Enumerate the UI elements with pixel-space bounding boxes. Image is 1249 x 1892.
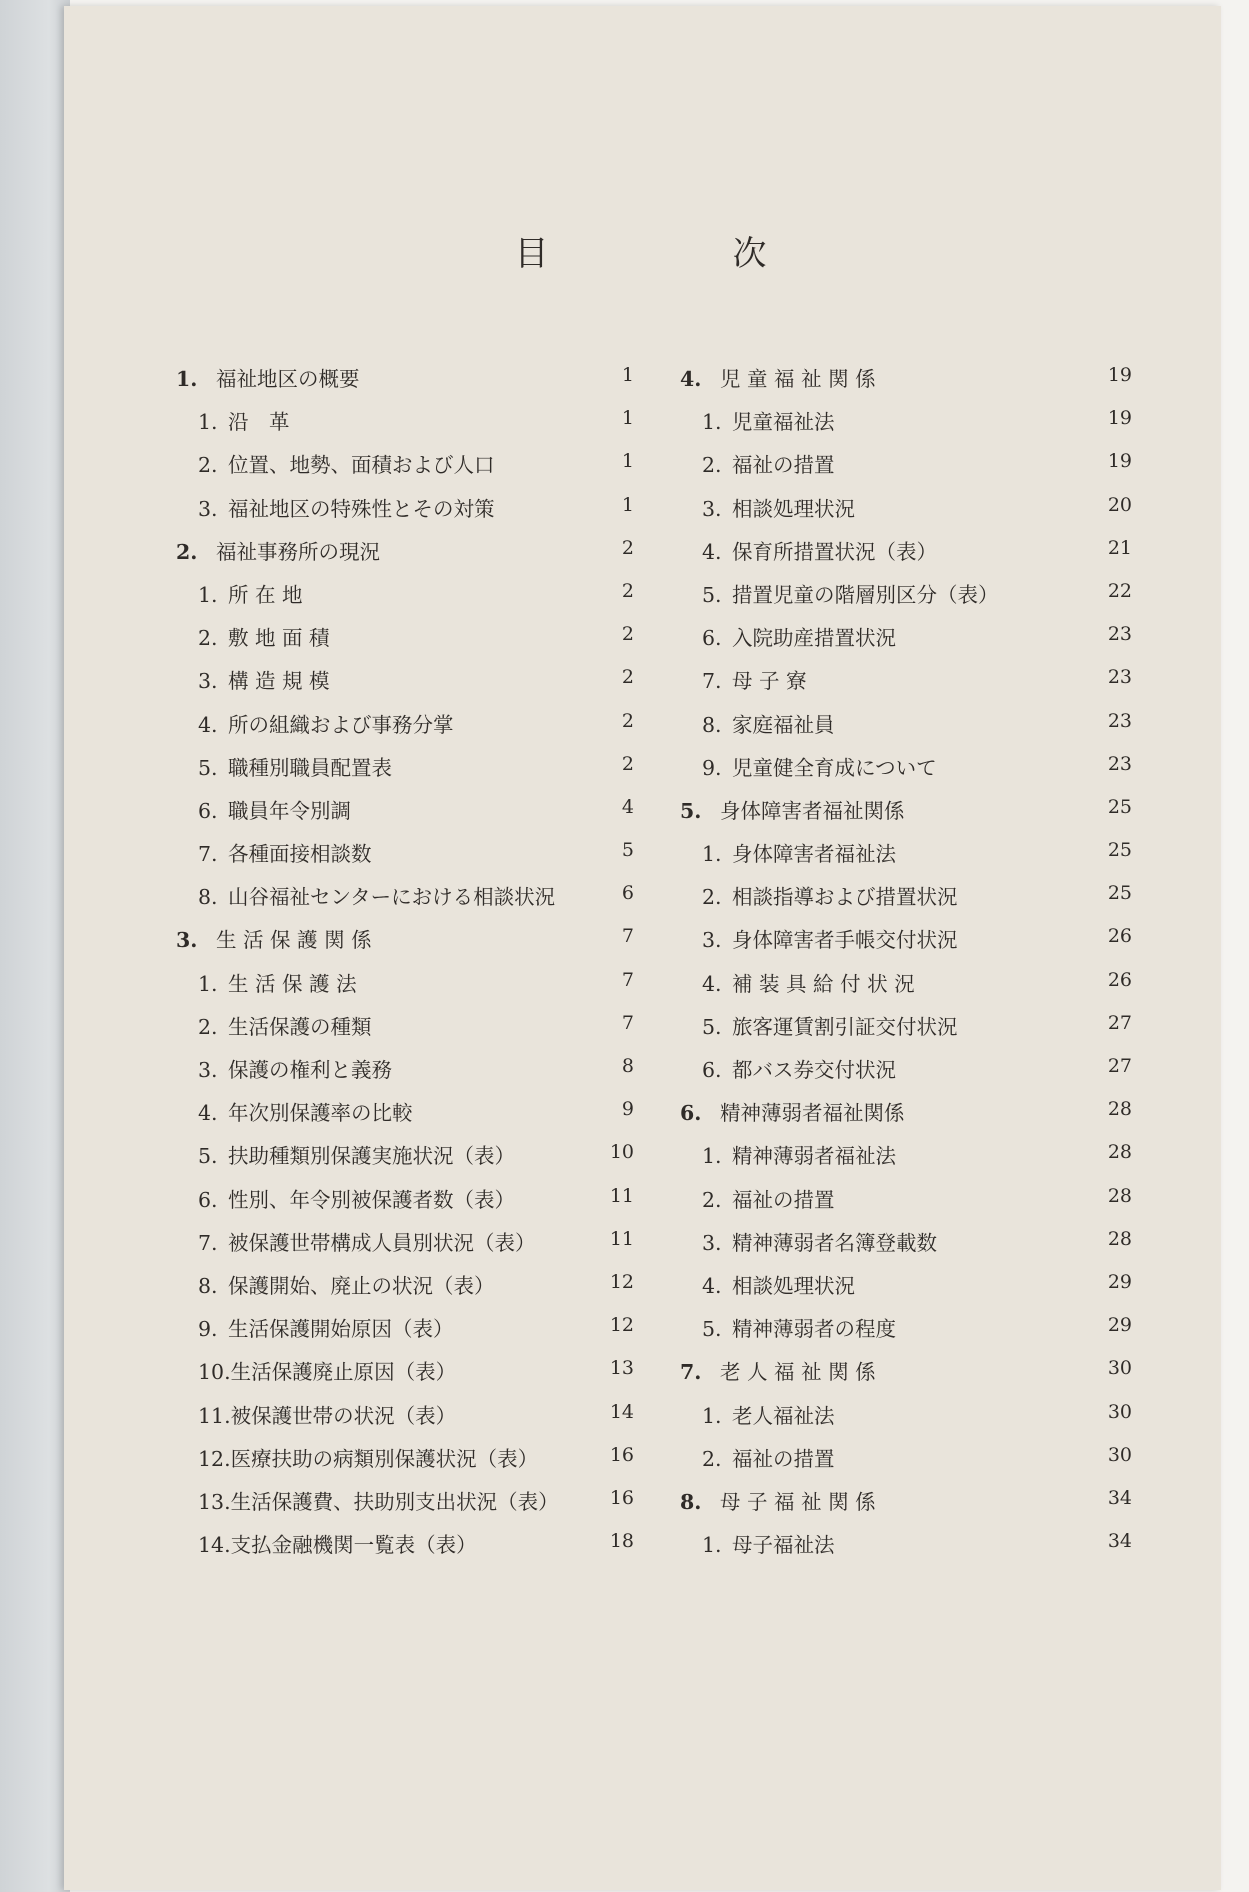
toc-entry (680, 1179, 1132, 1222)
entry-number: 5. (198, 755, 218, 780)
entry-number: 13. (198, 1489, 231, 1514)
page-number: 30 (1107, 1357, 1132, 1380)
entry-number: 1. (702, 1533, 722, 1558)
toc-entry (680, 488, 1132, 531)
page-number: 23 (1107, 666, 1132, 689)
toc-entry (680, 1222, 1132, 1265)
toc-entry (680, 401, 1132, 444)
entry-number: 3. (702, 928, 722, 953)
entry-label: 精神薄弱者の程度 (732, 1317, 896, 1342)
page-number: 9 (621, 1098, 634, 1121)
toc-column-right (680, 358, 1132, 1567)
page-number: 27 (1107, 1011, 1132, 1034)
entry-number: 8. (680, 1489, 702, 1514)
entry-number: 6. (198, 798, 218, 823)
page-number: 2 (621, 536, 634, 559)
toc-entry (680, 1135, 1132, 1178)
entry-number: 9. (198, 1317, 218, 1342)
entry-label: 福祉事務所の現況 (216, 539, 380, 564)
page-number: 28 (1107, 1227, 1132, 1250)
entry-label: 児童健全育成について (732, 755, 937, 780)
entry-number: 2. (702, 885, 722, 910)
entry-label: 職種別職員配置表 (228, 755, 392, 780)
page-number: 1 (621, 364, 634, 386)
toc-page (64, 6, 1221, 1890)
page-number: 26 (1107, 968, 1132, 991)
page-number: 16 (609, 1486, 634, 1509)
entry-number: 6. (680, 1101, 702, 1126)
page-number: 2 (621, 709, 634, 732)
entry-number: 7. (198, 842, 218, 867)
entry-number: 6. (702, 1058, 722, 1082)
toc-entry (176, 660, 634, 703)
page-number: 23 (1107, 752, 1132, 775)
title-char-2: 次 (732, 234, 771, 274)
entry-number: 5. (680, 798, 702, 823)
page-number: 27 (1107, 1055, 1132, 1077)
entry-number: 2. (198, 626, 218, 651)
entry-number: 5. (198, 1144, 218, 1169)
page-number: 4 (621, 795, 634, 818)
entry-number: 4. (198, 712, 218, 737)
toc-section-heading (176, 919, 634, 962)
page-number: 1 (621, 493, 634, 516)
entry-label: 被保護世帯の状況（表） (230, 1403, 457, 1428)
page-number: 14 (609, 1400, 634, 1423)
page-number: 7 (621, 968, 634, 991)
page-number: 6 (621, 882, 634, 905)
entry-label: 児童福祉法 (732, 410, 835, 435)
toc-entry (176, 1524, 634, 1567)
toc-entry (176, 1481, 634, 1524)
entry-number: 8. (198, 1273, 218, 1298)
entry-label: 保護開始、廃止の状況（表） (228, 1273, 495, 1298)
entry-number: 2. (702, 1187, 722, 1212)
page-number: 8 (621, 1055, 634, 1077)
toc-entry (680, 1524, 1132, 1567)
page-number: 23 (1107, 623, 1132, 646)
page-number: 7 (621, 925, 634, 948)
page-number: 5 (621, 839, 634, 862)
page-number: 19 (1107, 364, 1132, 386)
entry-label: 精神薄弱者福祉関係 (720, 1101, 905, 1126)
toc-entry (176, 747, 634, 790)
entry-label: 母 子 福 祉 関 係 (720, 1489, 876, 1514)
toc-entry (680, 574, 1132, 617)
adjacent-page-edge (0, 0, 70, 1892)
entry-label: 補 装 具 給 付 状 況 (732, 971, 915, 996)
entry-number: 6. (198, 1187, 218, 1212)
entry-label: 保護の権利と義務 (228, 1058, 392, 1082)
entry-label: 生 活 保 護 関 係 (216, 928, 372, 953)
toc-entry (176, 617, 634, 660)
entry-label: 福祉の措置 (732, 1187, 835, 1212)
entry-number: 2. (702, 453, 722, 478)
toc-entry (176, 1265, 634, 1308)
toc-entry (176, 1395, 634, 1438)
page-number: 29 (1107, 1270, 1132, 1293)
toc-entry (176, 963, 634, 1006)
entry-label: 保育所措置状況（表） (732, 539, 937, 564)
entry-number: 12. (198, 1446, 231, 1471)
entry-label: 生活保護開始原因（表） (228, 1317, 454, 1342)
entry-number: 3. (198, 669, 218, 694)
entry-number: 1. (702, 410, 722, 435)
page-number: 13 (609, 1357, 634, 1380)
toc-section-heading (176, 358, 634, 401)
toc-entry (176, 574, 634, 617)
entry-number: 8. (702, 712, 722, 737)
entry-label: 旅客運賃割引証交付状況 (732, 1014, 958, 1039)
toc-entry (680, 1049, 1132, 1092)
page-number: 16 (609, 1443, 634, 1466)
toc-section-heading (680, 1481, 1132, 1524)
page-number: 30 (1107, 1443, 1132, 1466)
toc-entry (176, 1092, 634, 1135)
entry-label: 相談処理状況 (732, 1273, 855, 1298)
page-title (64, 226, 1221, 275)
entry-label: 老 人 福 祉 関 係 (720, 1360, 876, 1385)
page-number: 11 (609, 1184, 634, 1207)
entry-label: 位置、地勢、面積および人口 (228, 453, 495, 478)
entry-number: 9. (702, 755, 722, 780)
entry-number: 6. (702, 626, 722, 651)
entry-number: 1. (198, 582, 218, 607)
entry-number: 5. (702, 582, 722, 607)
page-number: 28 (1107, 1141, 1132, 1164)
entry-number: 14. (198, 1533, 231, 1558)
entry-label: 敷 地 面 積 (228, 626, 330, 651)
page-number: 30 (1107, 1400, 1132, 1423)
toc-entry (680, 876, 1132, 919)
page-number: 2 (621, 579, 634, 602)
entry-label: 医療扶助の病類別保護状況（表） (230, 1446, 539, 1471)
entry-label: 身体障害者福祉関係 (720, 798, 905, 823)
page-number: 12 (609, 1270, 634, 1293)
entry-number: 3. (198, 496, 218, 521)
entry-number: 8. (198, 885, 218, 910)
page-number: 2 (621, 666, 634, 689)
entry-label: 各種面接相談数 (228, 842, 372, 867)
page-number: 25 (1107, 795, 1132, 818)
page-number: 12 (609, 1314, 634, 1337)
entry-number: 7. (702, 669, 722, 694)
entry-label: 生活保護廃止原因（表） (230, 1360, 457, 1385)
entry-label: 精神薄弱者福祉法 (732, 1144, 896, 1169)
entry-label: 相談指導および措置状況 (732, 885, 958, 910)
entry-label: 精神薄弱者名簿登載数 (732, 1230, 937, 1255)
page-number: 21 (1107, 536, 1132, 559)
toc-entry (176, 1351, 634, 1394)
toc-entry (176, 704, 634, 747)
entry-number: 2. (176, 539, 198, 564)
toc-entry (176, 488, 634, 531)
entry-label: 措置児童の階層別区分（表） (732, 582, 999, 607)
page-number: 34 (1107, 1486, 1132, 1509)
page-number: 19 (1107, 450, 1132, 473)
entry-number: 2. (702, 1446, 722, 1471)
toc-entry (680, 1438, 1132, 1481)
page-number: 22 (1107, 579, 1132, 602)
entry-label: 所 在 地 (228, 582, 303, 607)
page-number: 28 (1107, 1098, 1132, 1121)
toc-entry (176, 1049, 634, 1092)
entry-number: 1. (702, 842, 722, 867)
toc-entry (176, 1438, 634, 1481)
entry-number: 5. (702, 1317, 722, 1342)
toc-entry (680, 1265, 1132, 1308)
toc-entry (680, 833, 1132, 876)
entry-label: 扶助種類別保護実施状況（表） (228, 1144, 515, 1169)
entry-number: 1. (176, 367, 198, 391)
entry-number: 7. (680, 1360, 702, 1385)
page-number: 23 (1107, 709, 1132, 732)
page-number: 18 (609, 1530, 634, 1553)
page-number: 10 (609, 1141, 634, 1164)
entry-label: 福祉の措置 (732, 453, 835, 478)
entry-number: 11. (198, 1403, 231, 1428)
entry-number: 1. (198, 410, 218, 435)
page-number: 20 (1107, 493, 1132, 516)
entry-label: 福祉地区の概要 (216, 367, 360, 391)
entry-label: 都バス券交付状況 (732, 1058, 896, 1082)
entry-label: 生活保護費、扶助別支出状況（表） (230, 1489, 559, 1514)
page-number: 2 (621, 752, 634, 775)
toc-entry (176, 401, 634, 444)
page-number: 11 (609, 1227, 634, 1250)
entry-label: 職員年令別調 (228, 798, 351, 823)
toc-section-heading (680, 1351, 1132, 1394)
page-number: 26 (1107, 925, 1132, 948)
toc-column-left (176, 358, 634, 1567)
entry-label: 母子福祉法 (732, 1533, 835, 1558)
entry-label: 山谷福祉センターにおける相談状況 (228, 885, 556, 910)
entry-label: 老人福祉法 (732, 1403, 835, 1428)
toc-entry (176, 876, 634, 919)
page-number: 28 (1107, 1184, 1132, 1207)
entry-label: 沿 革 (228, 410, 290, 435)
entry-label: 生活保護の種類 (228, 1014, 372, 1039)
page-number: 1 (621, 450, 634, 473)
entry-label: 福祉の措置 (732, 1446, 835, 1471)
page-number: 19 (1107, 407, 1132, 430)
entry-label: 入院助産措置状況 (732, 626, 896, 651)
entry-number: 3. (176, 928, 198, 953)
toc-entry (176, 790, 634, 833)
toc-section-heading (680, 790, 1132, 833)
entry-label: 年次別保護率の比較 (228, 1101, 413, 1126)
toc-entry (680, 1395, 1132, 1438)
entry-label: 所の組織および事務分掌 (228, 712, 454, 737)
entry-label: 構 造 規 模 (228, 669, 330, 694)
toc-entry (680, 704, 1132, 747)
entry-label: 被保護世帯構成人員別状況（表） (228, 1230, 536, 1255)
entry-number: 3. (198, 1058, 218, 1082)
entry-number: 4. (702, 539, 722, 564)
toc-entry (680, 919, 1132, 962)
page-number: 29 (1107, 1314, 1132, 1337)
toc-entry (176, 1006, 634, 1049)
entry-label: 身体障害者福祉法 (732, 842, 896, 867)
entry-number: 1. (198, 971, 218, 996)
page-number: 25 (1107, 839, 1132, 862)
entry-label: 母 子 寮 (732, 669, 807, 694)
toc-entry (680, 531, 1132, 574)
page-number: 1 (621, 407, 634, 430)
toc-entry (176, 1135, 634, 1178)
entry-number: 10. (198, 1360, 231, 1385)
toc-entry (680, 660, 1132, 703)
toc-section-heading (680, 358, 1132, 401)
page-number: 7 (621, 1011, 634, 1034)
toc-entry (176, 1179, 634, 1222)
toc-section-heading (176, 531, 634, 574)
toc-entry (176, 1222, 634, 1265)
toc-entry (176, 833, 634, 876)
entry-number: 3. (702, 1230, 722, 1255)
entry-number: 4. (702, 971, 722, 996)
page-number: 25 (1107, 882, 1132, 905)
toc-entry (680, 747, 1132, 790)
entry-label: 身体障害者手帳交付状況 (732, 928, 958, 953)
entry-number: 4. (198, 1101, 218, 1126)
entry-number: 7. (198, 1230, 218, 1255)
toc-entry (680, 963, 1132, 1006)
entry-label: 生 活 保 護 法 (228, 971, 357, 996)
entry-label: 性別、年令別被保護者数（表） (228, 1187, 515, 1212)
entry-number: 3. (702, 496, 722, 521)
toc-entry (176, 1308, 634, 1351)
entry-number: 1. (702, 1144, 722, 1169)
entry-number: 4. (702, 1273, 722, 1298)
entry-label: 福祉地区の特殊性とその対策 (228, 496, 495, 521)
entry-number: 5. (702, 1014, 722, 1039)
entry-number: 2. (198, 1014, 218, 1039)
toc-entry (680, 1308, 1132, 1351)
entry-number: 2. (198, 453, 218, 478)
entry-label: 相談処理状況 (732, 496, 855, 521)
page-number: 34 (1107, 1530, 1132, 1553)
toc-entry (680, 1006, 1132, 1049)
page-number: 2 (621, 623, 634, 646)
entry-label: 支払金融機関一覧表（表） (230, 1533, 477, 1558)
entry-label: 児 童 福 祉 関 係 (720, 367, 876, 391)
title-char-1: 目 (514, 234, 553, 274)
entry-number: 4. (680, 367, 702, 391)
toc-section-heading (680, 1092, 1132, 1135)
entry-number: 1. (702, 1403, 722, 1428)
toc-entry (680, 444, 1132, 487)
entry-label: 家庭福祉員 (732, 712, 835, 737)
toc-entry (176, 444, 634, 487)
toc-entry (680, 617, 1132, 660)
